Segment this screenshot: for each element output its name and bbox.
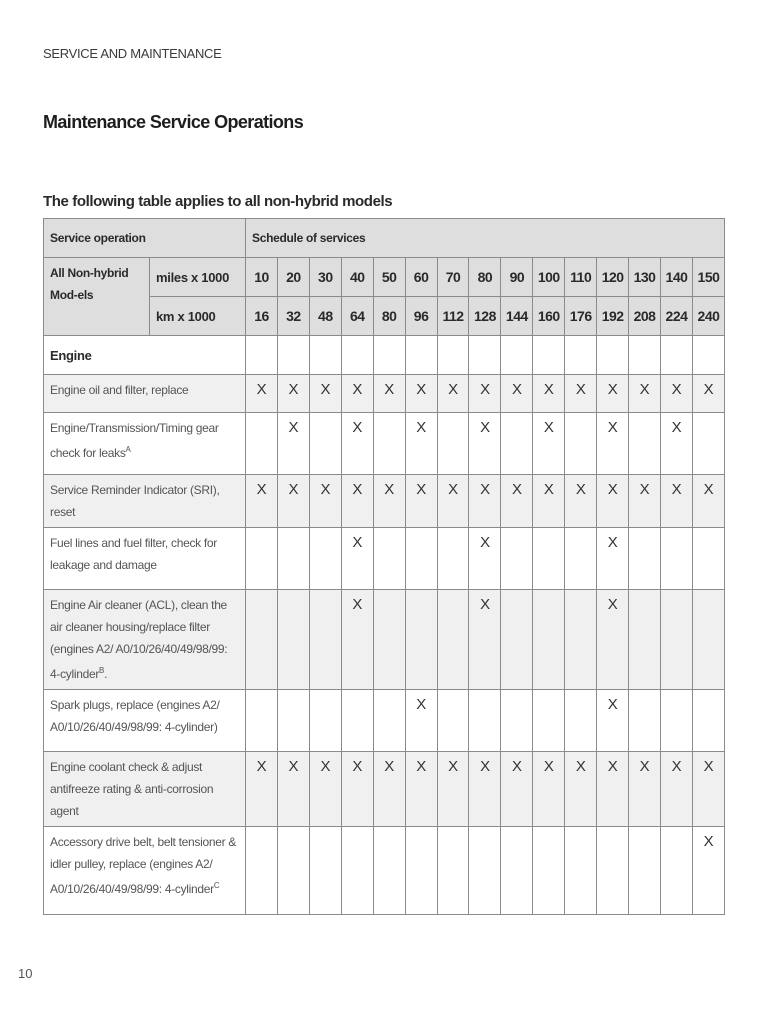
service-mark-cell: [469, 827, 501, 915]
service-mark-cell: X: [309, 375, 341, 413]
service-mark-cell: [373, 528, 405, 590]
service-mark-cell: X: [341, 752, 373, 827]
service-mark-cell: [661, 590, 693, 690]
miles-value: 100: [533, 258, 565, 297]
section-empty-cell: [437, 336, 469, 375]
footnote-marker: A: [125, 445, 131, 454]
service-mark-cell: X: [469, 375, 501, 413]
service-mark-cell: X: [501, 475, 533, 528]
service-mark-cell: [501, 827, 533, 915]
table-row: [44, 475, 725, 528]
service-mark-cell: [309, 413, 341, 475]
service-operation-cell: [44, 827, 246, 915]
service-operation-cell: [44, 528, 246, 590]
service-mark-cell: [692, 590, 724, 690]
service-mark-cell: [533, 590, 565, 690]
service-mark-cell: [501, 528, 533, 590]
section-empty-cell: [469, 336, 501, 375]
service-mark-cell: [277, 590, 309, 690]
service-mark-cell: X: [437, 475, 469, 528]
service-mark-cell: X: [533, 475, 565, 528]
miles-value: 110: [565, 258, 597, 297]
service-mark-cell: X: [469, 590, 501, 690]
miles-value: 150: [692, 258, 724, 297]
service-mark-cell: X: [692, 827, 724, 915]
service-mark-cell: [692, 528, 724, 590]
service-mark-cell: X: [341, 590, 373, 690]
service-mark-cell: [533, 827, 565, 915]
service-mark-cell: X: [469, 528, 501, 590]
service-operation-cell: [44, 690, 246, 752]
service-mark-cell: [501, 690, 533, 752]
service-mark-cell: X: [341, 413, 373, 475]
page-title: Maintenance Service Operations: [43, 112, 304, 132]
miles-value: 10: [246, 258, 278, 297]
service-mark-cell: [629, 528, 661, 590]
service-mark-cell: X: [501, 375, 533, 413]
service-mark-cell: [597, 827, 629, 915]
miles-value: 40: [341, 258, 373, 297]
service-mark-cell: X: [565, 475, 597, 528]
km-value: 160: [533, 297, 565, 336]
service-mark-cell: X: [597, 690, 629, 752]
service-mark-cell: [277, 827, 309, 915]
service-mark-cell: [373, 413, 405, 475]
service-mark-cell: X: [277, 752, 309, 827]
service-operation-cell: [44, 752, 246, 827]
service-mark-cell: X: [469, 413, 501, 475]
service-mark-cell: X: [277, 413, 309, 475]
km-value: 32: [277, 297, 309, 336]
service-mark-cell: [629, 690, 661, 752]
service-mark-cell: X: [533, 375, 565, 413]
service-mark-cell: [309, 827, 341, 915]
service-mark-cell: [373, 690, 405, 752]
service-mark-cell: [373, 827, 405, 915]
table-row: [44, 690, 725, 752]
service-mark-cell: [309, 528, 341, 590]
service-mark-cell: X: [341, 475, 373, 528]
service-mark-cell: [533, 528, 565, 590]
service-mark-cell: X: [405, 375, 437, 413]
service-mark-cell: X: [405, 752, 437, 827]
service-mark-cell: [277, 528, 309, 590]
service-mark-cell: X: [629, 752, 661, 827]
service-mark-cell: [565, 528, 597, 590]
service-mark-cell: X: [405, 475, 437, 528]
service-mark-cell: X: [565, 375, 597, 413]
miles-value: 70: [437, 258, 469, 297]
service-operation-cell: [44, 413, 246, 475]
km-value: 96: [405, 297, 437, 336]
service-mark-cell: [533, 690, 565, 752]
operation-text: Spark plugs, replace (engines A2/ A0/10/26/40/49/98/99: 4-cylinder): [50, 698, 220, 734]
km-value: 224: [661, 297, 693, 336]
service-mark-cell: X: [246, 475, 278, 528]
service-mark-cell: X: [597, 413, 629, 475]
table-row: [44, 752, 725, 827]
miles-label: miles x 1000: [150, 258, 246, 297]
footnote-marker: C: [213, 881, 220, 890]
service-mark-cell: [246, 827, 278, 915]
service-mark-cell: X: [692, 375, 724, 413]
service-mark-cell: X: [469, 752, 501, 827]
service-mark-cell: X: [373, 375, 405, 413]
service-mark-cell: X: [597, 375, 629, 413]
service-mark-cell: [437, 413, 469, 475]
service-mark-cell: [341, 827, 373, 915]
service-mark-cell: X: [373, 475, 405, 528]
miles-value: 80: [469, 258, 501, 297]
service-mark-cell: X: [373, 752, 405, 827]
km-value: 16: [246, 297, 278, 336]
table-row: [44, 413, 725, 475]
service-mark-cell: X: [277, 375, 309, 413]
service-mark-cell: [661, 528, 693, 590]
table-caption: The following table applies to all non-hybrid models: [43, 193, 393, 210]
service-mark-cell: X: [661, 413, 693, 475]
service-mark-cell: [405, 528, 437, 590]
model-group-header: All Non-hybrid Mod-els: [44, 258, 150, 336]
miles-row: [44, 258, 725, 297]
miles-value: 130: [629, 258, 661, 297]
miles-value: 120: [597, 258, 629, 297]
service-mark-cell: [309, 690, 341, 752]
maintenance-table: [43, 218, 725, 915]
service-mark-cell: [309, 590, 341, 690]
service-mark-cell: X: [405, 690, 437, 752]
miles-value: 140: [661, 258, 693, 297]
km-value: 112: [437, 297, 469, 336]
service-mark-cell: [565, 690, 597, 752]
table-row: [44, 375, 725, 413]
service-mark-cell: [246, 690, 278, 752]
service-mark-cell: [405, 827, 437, 915]
operation-text: Accessory drive belt, belt tensioner & idler pulley, replace (engines A2/ A0/10/26/40/49/98/99: 4-cylinder: [50, 835, 237, 896]
section-empty-cell: [501, 336, 533, 375]
service-mark-cell: X: [437, 752, 469, 827]
service-mark-cell: X: [469, 475, 501, 528]
section-empty-cell: [277, 336, 309, 375]
page-number: 10: [18, 966, 33, 981]
service-mark-cell: [246, 590, 278, 690]
service-mark-cell: [629, 827, 661, 915]
section-empty-cell: [661, 336, 693, 375]
schedule-of-services-header: Schedule of services: [246, 219, 725, 258]
service-mark-cell: [565, 827, 597, 915]
page-header: SERVICE AND MAINTENANCE: [43, 46, 222, 61]
service-mark-cell: [341, 690, 373, 752]
footnote-marker: B: [99, 666, 105, 675]
service-mark-cell: X: [277, 475, 309, 528]
km-value: 208: [629, 297, 661, 336]
service-mark-cell: X: [246, 752, 278, 827]
km-value: 48: [309, 297, 341, 336]
section-empty-cell: [341, 336, 373, 375]
service-mark-cell: [277, 690, 309, 752]
service-mark-cell: X: [309, 752, 341, 827]
section-empty-cell: [373, 336, 405, 375]
service-mark-cell: [629, 590, 661, 690]
km-value: 192: [597, 297, 629, 336]
service-mark-cell: X: [341, 375, 373, 413]
table-header-row: [44, 219, 725, 258]
section-empty-cell: [692, 336, 724, 375]
operation-suffix: .: [104, 667, 108, 681]
section-empty-cell: [405, 336, 437, 375]
service-mark-cell: X: [597, 590, 629, 690]
service-mark-cell: X: [597, 528, 629, 590]
operation-text: Engine oil and filter, replace: [50, 383, 189, 397]
operation-text: Fuel lines and fuel filter, check for leakage and damage: [50, 536, 217, 572]
miles-value: 90: [501, 258, 533, 297]
service-mark-cell: X: [661, 375, 693, 413]
section-empty-cell: [533, 336, 565, 375]
km-value: 128: [469, 297, 501, 336]
service-mark-cell: X: [661, 752, 693, 827]
service-operation-cell: [44, 475, 246, 528]
service-mark-cell: X: [629, 475, 661, 528]
service-mark-cell: [501, 413, 533, 475]
service-mark-cell: [405, 590, 437, 690]
service-mark-cell: X: [597, 475, 629, 528]
service-mark-cell: [692, 413, 724, 475]
km-value: 144: [501, 297, 533, 336]
service-mark-cell: X: [405, 413, 437, 475]
service-mark-cell: [629, 413, 661, 475]
service-mark-cell: [501, 590, 533, 690]
service-mark-cell: [437, 690, 469, 752]
service-mark-cell: X: [341, 528, 373, 590]
service-mark-cell: [437, 827, 469, 915]
service-mark-cell: [373, 590, 405, 690]
operation-text: Engine coolant check & adjust antifreeze rating & anti-corrosion agent: [50, 760, 214, 818]
service-mark-cell: [437, 528, 469, 590]
service-mark-cell: X: [692, 475, 724, 528]
service-mark-cell: X: [692, 752, 724, 827]
miles-value: 60: [405, 258, 437, 297]
km-value: 80: [373, 297, 405, 336]
section-empty-cell: [629, 336, 661, 375]
section-label: Engine: [44, 336, 246, 375]
service-mark-cell: X: [246, 375, 278, 413]
service-mark-cell: [692, 690, 724, 752]
section-empty-cell: [597, 336, 629, 375]
service-mark-cell: X: [565, 752, 597, 827]
section-row-engine: [44, 336, 725, 375]
service-mark-cell: [565, 590, 597, 690]
service-mark-cell: X: [501, 752, 533, 827]
service-mark-cell: X: [309, 475, 341, 528]
service-operation-header: Service operation: [44, 219, 246, 258]
operation-text: Service Reminder Indicator (SRI), reset: [50, 483, 220, 519]
service-mark-cell: X: [661, 475, 693, 528]
operation-text: Engine Air cleaner (ACL), clean the air cleaner housing/replace filter (engines A2/ A0/10/26/40/49/98/99: 4-cylinder: [50, 598, 228, 681]
section-empty-cell: [246, 336, 278, 375]
table-row: [44, 528, 725, 590]
service-mark-cell: [661, 827, 693, 915]
miles-value: 20: [277, 258, 309, 297]
section-empty-cell: [565, 336, 597, 375]
service-mark-cell: [469, 690, 501, 752]
service-mark-cell: [437, 590, 469, 690]
km-value: 64: [341, 297, 373, 336]
operation-text: Engine/Transmission/Timing gear check for leaks: [50, 421, 219, 460]
section-empty-cell: [309, 336, 341, 375]
service-mark-cell: X: [629, 375, 661, 413]
service-mark-cell: X: [533, 752, 565, 827]
service-operation-cell: [44, 590, 246, 690]
miles-value: 30: [309, 258, 341, 297]
km-label: km x 1000: [150, 297, 246, 336]
service-mark-cell: X: [533, 413, 565, 475]
service-mark-cell: [246, 413, 278, 475]
table-row: [44, 827, 725, 915]
service-mark-cell: X: [597, 752, 629, 827]
service-mark-cell: X: [437, 375, 469, 413]
service-mark-cell: [565, 413, 597, 475]
miles-value: 50: [373, 258, 405, 297]
table-row: [44, 590, 725, 690]
km-value: 240: [692, 297, 724, 336]
service-operation-cell: [44, 375, 246, 413]
km-value: 176: [565, 297, 597, 336]
service-mark-cell: [246, 528, 278, 590]
service-mark-cell: [661, 690, 693, 752]
